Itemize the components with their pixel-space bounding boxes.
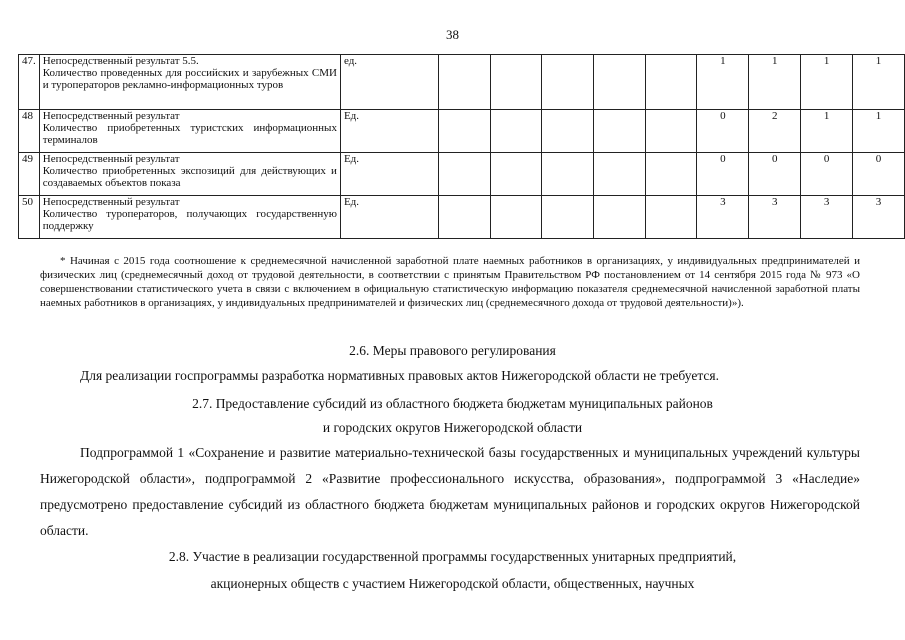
value-cell: 1 xyxy=(801,55,853,110)
empty-cell xyxy=(490,110,542,153)
empty-cell xyxy=(542,55,594,110)
unit-cell: Ед. xyxy=(340,196,438,239)
empty-cell xyxy=(490,55,542,110)
indicator-title: Непосредственный результат 5.5. xyxy=(42,55,199,67)
empty-cell xyxy=(593,196,645,239)
indicator-name xyxy=(39,55,340,110)
empty-cell xyxy=(438,196,490,239)
section-heading-2-6: 2.6. Меры правового регулирования xyxy=(349,343,556,358)
indicator-description: Количество проведенных для российских и зарубежных СМИ и туроператоров рекламно-информационных туров xyxy=(42,67,337,91)
value-cell: 1 xyxy=(697,55,749,110)
table-body xyxy=(19,55,905,239)
row-number: 47. xyxy=(19,55,40,110)
indicator-description: Количество приобретенных экспозиций для действующих и создаваемых объектов показа xyxy=(42,165,337,189)
indicator-title: Непосредственный результат xyxy=(42,110,180,122)
empty-cell xyxy=(645,153,697,196)
value-cell: 3 xyxy=(749,196,801,239)
section-heading-2-8-line2: акционерных обществ с участием Нижегородской области, общественных, научных xyxy=(210,576,695,591)
empty-cell xyxy=(438,110,490,153)
footnote xyxy=(40,254,860,310)
value-cell: 0 xyxy=(697,153,749,196)
footnote-text: * Начиная с 2015 года соотношение к среднемесячной начисленной заработной плате наемных работников в организациях, у индивидуальных предпринимателей и физических лиц (среднемесячный доход от трудовой деятельности, в соответствии с принятым Правительством РФ постановлением от 14 сентября 2015 года № 973 «О совершенствовании статистического учета в связи с включением в официальную статистическую информацию показателя среднемесячной начисленной заработной платы наемных работников в организациях, у индивидуальных предпринимателей и физических лиц (среднемесячного дохода от трудовой деятельности)»). xyxy=(40,255,860,309)
value-cell: 1 xyxy=(853,55,905,110)
empty-cell xyxy=(645,196,697,239)
unit-cell: ед. xyxy=(340,55,438,110)
empty-cell xyxy=(438,153,490,196)
indicator-description: Количество туроператоров, получающих государственную поддержку xyxy=(42,208,337,232)
empty-cell xyxy=(490,196,542,239)
section-heading-2-8-line1: 2.8. Участие в реализации государственной программы государственных унитарных предприятий, xyxy=(168,549,737,564)
empty-cell xyxy=(593,153,645,196)
empty-cell xyxy=(645,110,697,153)
value-cell: 3 xyxy=(801,196,853,239)
row-number: 49 xyxy=(19,153,40,196)
section-heading-2-7-line1: 2.7. Предоставление субсидий из областного бюджета бюджетам муниципальных районов xyxy=(192,396,713,411)
empty-cell xyxy=(542,196,594,239)
value-cell: 2 xyxy=(749,110,801,153)
indicator-name xyxy=(39,110,340,153)
empty-cell xyxy=(645,55,697,110)
empty-cell xyxy=(490,153,542,196)
value-cell: 0 xyxy=(801,153,853,196)
value-cell: 0 xyxy=(749,153,801,196)
value-cell: 1 xyxy=(749,55,801,110)
empty-cell xyxy=(593,110,645,153)
empty-cell xyxy=(438,55,490,110)
table-row xyxy=(19,196,905,239)
empty-cell xyxy=(542,110,594,153)
table-row xyxy=(19,110,905,153)
unit-cell: Ед. xyxy=(340,153,438,196)
unit-cell: Ед. xyxy=(340,110,438,153)
section-text-2-6: Для реализации госпрограммы разработка нормативных правовых актов Нижегородской области не требуется. xyxy=(80,368,719,383)
row-number: 50 xyxy=(19,196,40,239)
indicator-title: Непосредственный результат xyxy=(42,153,180,165)
page-number: 38 xyxy=(446,27,459,42)
empty-cell xyxy=(593,55,645,110)
value-cell: 3 xyxy=(853,196,905,239)
section-heading-2-7-line2: и городских округов Нижегородской области xyxy=(322,420,583,435)
value-cell: 0 xyxy=(853,153,905,196)
section-text-2-7: Подпрограммой 1 «Сохранение и развитие материально-технической базы государственных и муниципальных учреждений культуры Нижегородской области», подпрограммой 2 «Развитие профессионального искусства, образования», подпрограммой 3 «Наследие» предусмотрено предоставление субсидий из областного бюджета бюджетам муниципальных районов и городских округов Нижегородской области. xyxy=(40,445,860,538)
row-number: 48 xyxy=(19,110,40,153)
value-cell: 3 xyxy=(697,196,749,239)
empty-cell xyxy=(542,153,594,196)
value-cell: 1 xyxy=(801,110,853,153)
table-row xyxy=(19,153,905,196)
value-cell: 0 xyxy=(697,110,749,153)
indicator-description: Количество приобретенных туристских информационных терминалов xyxy=(42,122,337,146)
indicator-title: Непосредственный результат xyxy=(42,196,180,208)
table-row xyxy=(19,55,905,110)
indicators-table xyxy=(18,54,905,239)
value-cell: 1 xyxy=(853,110,905,153)
indicator-name xyxy=(39,153,340,196)
indicator-name xyxy=(39,196,340,239)
